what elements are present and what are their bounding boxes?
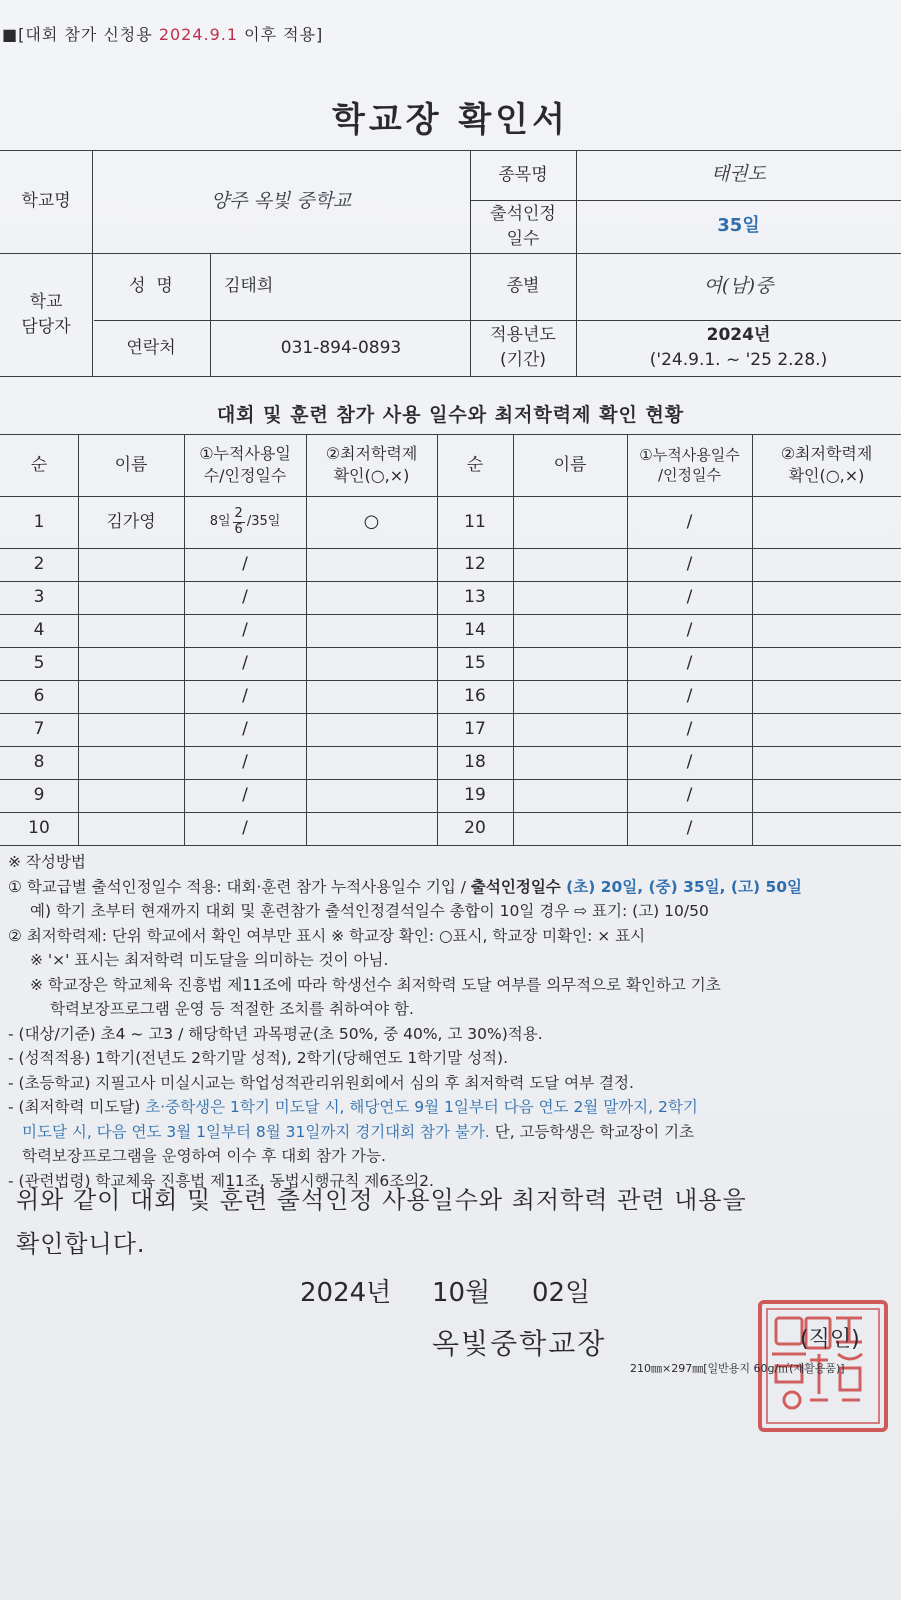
paper-spec: 210㎜×297㎜[일반용지 60g/㎡(재활용품)] [630, 1362, 845, 1375]
header-min-grade-right-line1: ②최저학력제 [780, 444, 873, 464]
sign-year: 2024년 [300, 1278, 392, 1308]
school-name-value: 양주 옥빛 중학교 [210, 189, 352, 212]
row-days: / [242, 653, 248, 674]
usage-note [2, 22, 323, 45]
header-days-right-line2: /인정일수 [657, 466, 721, 484]
row-days: / [242, 818, 248, 839]
row-days-right: / [686, 686, 693, 707]
note-1 [8, 875, 893, 900]
gender-label: 종별 [506, 276, 540, 297]
gender-value: 여(남)중 [703, 274, 774, 297]
row-no-right: 20 [464, 818, 486, 839]
row-days: / [242, 686, 248, 707]
header-min-grade-line2: 확인(○,×) [333, 466, 410, 485]
note-1-c: (초) 20일, (중) 35일, (고) 50일 [566, 877, 802, 896]
seal-tag: (직인) [800, 1327, 860, 1352]
header-no: 순 [30, 454, 48, 475]
row-no: 3 [33, 587, 45, 608]
row-no: 9 [33, 785, 45, 806]
row-no-right: 19 [464, 785, 486, 806]
row11-days: / [686, 511, 693, 532]
detail-2: - (성적적용) 1학기(전년도 2학기말 성적), 2학기(당해연도 1학기말 성적). [8, 1049, 508, 1067]
row-days-right: / [686, 620, 693, 641]
manager-label [0, 253, 92, 376]
header-name: 이름 [114, 454, 148, 475]
detail-1: - (대상/기준) 초4 ~ 고3 / 해당학년 과목평균(초 50%, 중 40%, 고 30%)적용. [8, 1024, 543, 1043]
detail-4-c: 미도달 시, 다음 연도 3월 1일부터 8월 31일까지 경기대회 참가 불가. [22, 1122, 490, 1141]
row-days-right: / [686, 719, 693, 740]
sign-month: 10월 [432, 1278, 491, 1308]
row-days: / [242, 587, 248, 608]
note-2-b1: ※ 학교장은 학교체육 진흥법 제11조에 따라 학생선수 최저학력 도달 여부를 의무적으로 확인하고 기초 [30, 975, 721, 994]
row-no: 2 [33, 554, 45, 575]
detail-4-b: 초·중학생은 1학기 미도달 시, 해당연도 9월 1일부터 다음 연도 2월 말까지, 2학기 [145, 1098, 698, 1116]
row1-name: 김가영 [106, 511, 156, 532]
row-no-right: 12 [464, 554, 486, 575]
detail-5: - (관련법령) 학교체육 진흥법 제11조, 동법시행규칙 제6조의2. [8, 1171, 434, 1190]
header-days-line1: ①누적사용일 [199, 444, 291, 464]
school-name-label: 학교명 [21, 191, 71, 212]
row1-days-pre: 8일 [209, 514, 231, 530]
rule [210, 253, 211, 376]
confirmation-line-1: 위와 같이 대회 및 훈련 출석인정 사용일수와 최저학력 관련 내용을 [16, 1186, 747, 1214]
row-no: 4 [33, 620, 45, 641]
row-no-right: 15 [464, 653, 486, 674]
document-title: 학교장 확인서 [332, 100, 569, 140]
year-label-line2: (기간) [499, 350, 547, 370]
confirmation-line-2: 확인합니다. [16, 1230, 146, 1258]
row1-no: 1 [33, 511, 45, 532]
header-min-grade-right-line2: 확인(○,×) [788, 466, 865, 485]
manager-name-value: 김태희 [224, 276, 274, 297]
header-min-grade-line1: ②최저학력제 [325, 444, 418, 464]
attendance-days-label-line2: 일수 [506, 228, 540, 249]
header-days-line2: 수/인정일수 [203, 466, 287, 485]
rule [0, 845, 901, 846]
row-no-right: 14 [464, 620, 486, 641]
attendance-days-label [470, 200, 576, 253]
row1-frac-num: 2 [234, 506, 243, 522]
row-no: 10 [28, 818, 50, 839]
row-no-right: 16 [464, 686, 486, 707]
row-days-right: / [686, 554, 693, 575]
principal-name: 옥빛중학교장 [432, 1327, 607, 1360]
header-name-right: 이름 [553, 454, 587, 475]
status-title: 대회 및 훈련 참가 사용 일수와 최저학력제 확인 현황 [216, 404, 685, 426]
row-no: 5 [33, 653, 45, 674]
row-no: 7 [33, 719, 45, 740]
year-value-period: ('24.9.1. ~ '25 2.28.) [649, 350, 828, 370]
row-no: 6 [33, 686, 45, 707]
row-no: 8 [33, 752, 45, 773]
note-2-a: ※ '×' 표시는 최저학력 미도달을 의미하는 것이 아님. [30, 951, 389, 969]
row-days-right: / [686, 653, 693, 674]
header-days-right [627, 434, 752, 496]
header-min-grade [306, 434, 437, 496]
sign-day: 02일 [532, 1278, 591, 1308]
row-days-right: / [686, 818, 693, 839]
year-value [576, 320, 901, 376]
note-1-b: 출석인정일수 [470, 877, 567, 896]
attendance-days-label-line1: 출석인정 [490, 203, 556, 224]
year-value-main: 2024년 [706, 325, 771, 346]
note-1-example: 예) 학기 초부터 현재까지 대회 및 훈련참가 출석인정결석일수 총합이 10일 경우 ⇨ 표기: (고) 10/50 [30, 902, 709, 920]
confirmation-statement [16, 1178, 876, 1266]
row1-days-fraction [233, 507, 245, 537]
row-no-right: 17 [464, 719, 486, 740]
row-days: / [242, 620, 248, 641]
note-2-b2: 학력보장프로그램 운영 등 적절한 조치를 취하여야 함. [50, 1000, 414, 1018]
row1-days-post: /35일 [246, 514, 281, 530]
manager-name-label: 성 명 [129, 276, 173, 297]
row1-frac-den: 6 [234, 521, 243, 537]
header-days [184, 434, 306, 496]
instructions [8, 850, 893, 1193]
row1-days [184, 496, 306, 548]
rule [0, 376, 901, 377]
year-label-line1: 적용년도 [490, 325, 556, 346]
detail-4-e: 학력보장프로그램을 운영하여 이수 후 대회 참가 가능. [22, 1147, 386, 1165]
manager-label-line1: 학교 [29, 291, 63, 312]
row-days-right: / [686, 587, 693, 608]
header-days-right-line1: ①누적사용일수 [639, 445, 740, 464]
detail-4 [8, 1095, 893, 1120]
header-no-right: 순 [466, 454, 484, 475]
info-table [0, 150, 901, 386]
detail-4-a: - (최저학력 미도달) [8, 1098, 146, 1116]
row1-min-grade: ○ [363, 510, 380, 532]
row-days: / [242, 785, 248, 806]
usage-note-date: 2024.9.1 [158, 25, 239, 44]
detail-4-d: 단, 고등학생은 학교장이 기초 [489, 1122, 695, 1141]
row-days-right: / [686, 785, 693, 806]
row11-no: 11 [464, 511, 486, 532]
note-2: ② 최저학력제: 단위 학교에서 확인 여부만 표시 ※ 학교장 확인: ○표시, 학교장 미확인: × 표시 [8, 926, 646, 945]
year-label [470, 320, 576, 376]
detail-4-cont [8, 1120, 893, 1145]
row-days: / [242, 719, 248, 740]
manager-label-line2: 담당자 [21, 316, 71, 337]
notes-heading: ※ 작성방법 [8, 853, 86, 871]
header-min-grade-right [752, 434, 901, 496]
row-no-right: 13 [464, 587, 486, 608]
contact-value: 031-894-0893 [280, 337, 402, 358]
attendance-days-value: 35일 [717, 215, 760, 237]
sport-label: 종목명 [498, 164, 548, 185]
row-no-right: 18 [464, 752, 486, 773]
sport-value: 태권도 [710, 163, 767, 186]
contact-label: 연락처 [126, 337, 176, 358]
detail-3: - (초등학교) 지필고사 미실시교는 학업성적관리위원회에서 심의 후 최저학력 도달 여부 결정. [8, 1073, 634, 1092]
usage-note-suffix: 이후 적용] [238, 25, 324, 44]
row-days: / [242, 554, 248, 575]
note-1-a: ① 학교급별 출석인정일수 적용: 대회·훈련 참가 누적사용일수 기입 / [8, 877, 471, 896]
usage-note-prefix: ■[대회 참가 신청용 [2, 25, 159, 44]
row-days: / [242, 752, 248, 773]
row-days-right: / [686, 752, 693, 773]
